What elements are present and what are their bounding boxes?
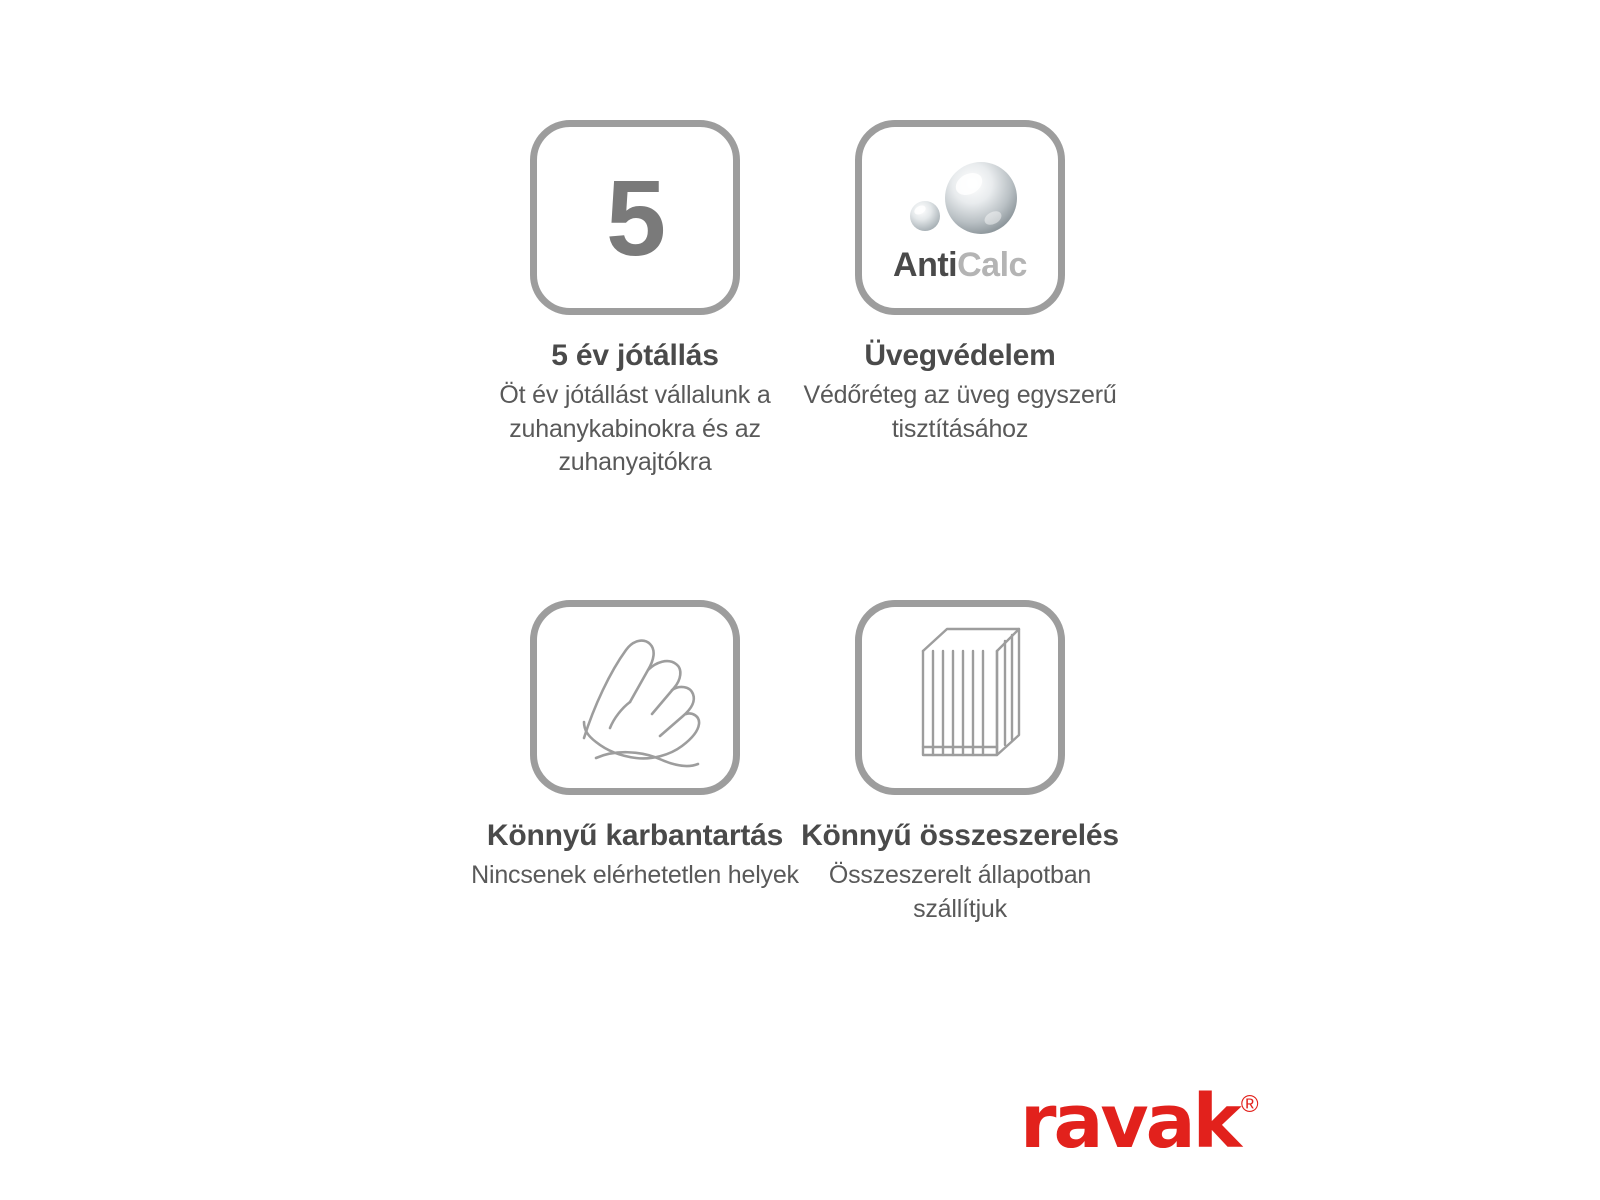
feature-title-warranty: 5 év jótállás	[551, 339, 719, 372]
assembled-shower-enclosure-icon	[855, 600, 1065, 795]
feature-card-glass-protection	[780, 120, 1140, 446]
five-years-badge-icon	[530, 120, 740, 315]
registered-trademark-icon: ®	[1240, 1091, 1259, 1118]
feature-card-assembly	[780, 600, 1140, 926]
hand-wiping-surface-icon	[530, 600, 740, 795]
anticalc-label-primary: Anti	[893, 246, 958, 284]
brand-name: ravak	[1020, 1079, 1239, 1165]
anticalc-label-secondary: Calc	[957, 246, 1027, 284]
warranty-years-value: 5	[605, 156, 665, 278]
anticalc-droplet-icon	[855, 120, 1065, 315]
feature-card-warranty	[455, 120, 815, 479]
anticalc-wordmark	[893, 246, 1027, 285]
water-droplets-icon	[885, 156, 1035, 244]
hand-icon	[540, 610, 730, 785]
feature-card-maintenance	[455, 600, 815, 893]
brand-logo	[1020, 1079, 1340, 1165]
shower-enclosure-icon	[885, 615, 1035, 780]
feature-title-assembly: Könnyű összeszerelés	[801, 819, 1119, 852]
feature-title-maintenance: Könnyű karbantartás	[486, 819, 784, 852]
feature-title-glass-protection: Üvegvédelem	[864, 339, 1056, 372]
feature-description-glass-protection: Védőréteg az üveg egyszerű tisztításához	[803, 381, 1117, 443]
feature-description-assembly: Összeszerelt állapotban szállítjuk	[828, 861, 1092, 923]
feature-description-warranty: Öt év jótállást vállalunk a zuhanykabinokra és az zuhanyajtókra	[499, 381, 771, 476]
feature-description-maintenance: Nincsenek elérhetetlen helyek	[471, 861, 799, 890]
